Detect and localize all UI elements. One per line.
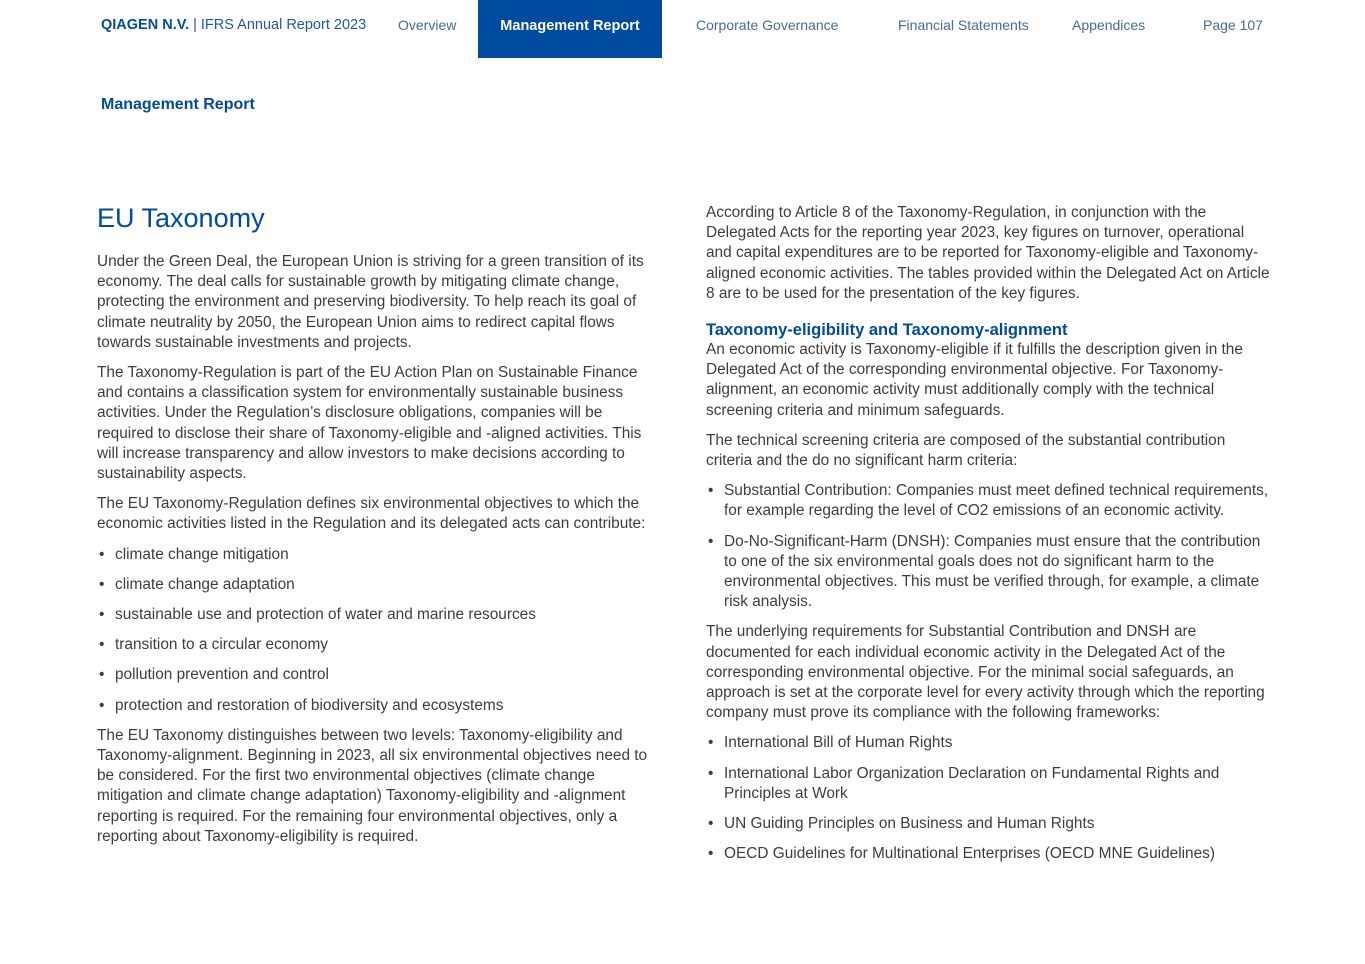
bullet-icon: • (708, 764, 714, 782)
nav-overview[interactable]: Overview (398, 17, 457, 33)
bullet-icon: • (708, 845, 714, 863)
nav-management-report[interactable]: Management Report (478, 0, 662, 58)
nav-appendices[interactable]: Appendices (1072, 17, 1146, 33)
list-item: • transition to a circular economy (97, 635, 662, 655)
section-label: Management Report (101, 96, 255, 113)
report-title: IFRS Annual Report 2023 (200, 17, 367, 33)
bullet-icon: • (99, 575, 105, 593)
paragraph-requirements: The underlying requirements for Substantial Contribution and DNSH are documented for each individual economic activity in the Delegated Act of the corresponding environmental objective. For the minimal social safeguards, an approach is set at the corporate level for every activity through which the reporting company must prove its compliance with the following frameworks: (706, 623, 1265, 722)
list-item: • climate change mitigation (97, 545, 662, 565)
criteria-list (706, 481, 1271, 612)
bullet-icon: • (99, 696, 105, 714)
bullet-icon: • (708, 734, 714, 752)
frameworks-list (706, 733, 1271, 864)
paragraph-article-8: According to Article 8 of the Taxonomy-Regulation, in conjunction with the Delegated Acts for the reporting year 2023, key figures on turnover, operational and capital expenditures are to be reported for Taxonomy-eligible and Taxonomy-aligned economic activities. The tables provided within the Delegated Act on Article 8 are to be used for the presentation of the key figures. (706, 204, 1270, 302)
nav-corporate-governance[interactable]: Corporate Governance (696, 17, 839, 33)
paragraph-six-objectives: The EU Taxonomy-Regulation defines six environmental objectives to which the economic activities listed in the Regulation and its delegated acts can contribute: (97, 495, 646, 533)
bullet-icon: • (708, 815, 714, 833)
top-navigation (0, 0, 1365, 58)
bullet-icon: • (99, 636, 105, 654)
bullet-icon: • (99, 666, 105, 684)
paragraph-green-deal: Under the Green Deal, the European Union is striving for a green transition of its economy. The deal calls for sustainable growth by mitigating climate change, protecting the environment and preserving biodiversity. To help reach its goal of climate neutrality by 2050, the European Union aims to redirect capital flows towards sustainable investments and projects. (97, 253, 644, 351)
bullet-icon: • (99, 545, 105, 563)
page-number: Page 107 (1203, 17, 1263, 33)
paragraph-two-levels: The EU Taxonomy distinguishes between two levels: Taxonomy-eligibility and Taxonomy-alignment. Beginning in 2023, all six environmental objectives need to be considered. For the first two environmental objectives (climate change mitigation and climate change adaptation) Taxonomy-eligibility and -alignment reporting is required. For the remaining four environmental objectives, only a reporting about Taxonomy-eligibility is required. (97, 726, 648, 845)
list-item: • pollution prevention and control (97, 665, 662, 685)
list-item: • climate change adaptation (97, 575, 662, 595)
page-title: EU Taxonomy (97, 203, 265, 233)
list-item: • protection and restoration of biodiversity and ecosystems (97, 696, 662, 716)
list-item: • Do-No-Significant-Harm (DNSH): Companies must ensure that the contribution to one of the six environmental goals does not do significant harm to the environmental objectives. This must be verified through, for example, a climate risk analysis. (708, 532, 1261, 611)
list-item: • Substantial Contribution: Companies must meet defined technical requirements, for example regarding the level of CO2 emissions of an economic activity. (708, 482, 1269, 520)
paragraph-taxonomy-regulation: The Taxonomy-Regulation is part of the EU Action Plan on Sustainable Finance and contains a classification system for environmentally sustainable business activities. Under the Regulation’s disclosure obligations, companies will be required to disclose their share of Taxonomy-eligible and -aligned activities. This will increase transparency and allow investors to make decisions according to sustainability aspects. (97, 364, 642, 483)
right-column (706, 203, 1271, 874)
list-item: • International Bill of Human Rights (706, 733, 1271, 753)
report-brand (101, 17, 366, 33)
brand-separator: | (193, 17, 197, 33)
subheading-eligibility-alignment: Taxonomy-eligibility and Taxonomy-alignment (706, 321, 1068, 340)
bullet-icon: • (708, 482, 714, 500)
list-item: • UN Guiding Principles on Business and Human Rights (706, 814, 1271, 834)
objectives-list (97, 545, 662, 716)
left-column (97, 200, 662, 857)
bullet-icon: • (708, 532, 714, 550)
bullet-icon: • (99, 606, 105, 624)
paragraph-criteria-intro: The technical screening criteria are composed of the substantial contribution criteria and the do no significant harm criteria: (706, 431, 1226, 470)
list-item: • sustainable use and protection of water and marine resources (97, 605, 662, 625)
company-name: QIAGEN N.V. (101, 17, 190, 33)
paragraph-eligibility: An economic activity is Taxonomy-eligible if it fulfills the description given in the Delegated Act of the corresponding environmental objective. For Taxonomy-alignment, an economic activity must additionally comply with the technical screening criteria and minimum safeguards. (706, 341, 1243, 419)
list-item: • OECD Guidelines for Multinational Enterprises (OECD MNE Guidelines) (706, 844, 1271, 864)
list-item: • International Labor Organization Declaration on Fundamental Rights and Principles at Work (708, 764, 1220, 802)
nav-financial-statements[interactable]: Financial Statements (898, 17, 1029, 33)
